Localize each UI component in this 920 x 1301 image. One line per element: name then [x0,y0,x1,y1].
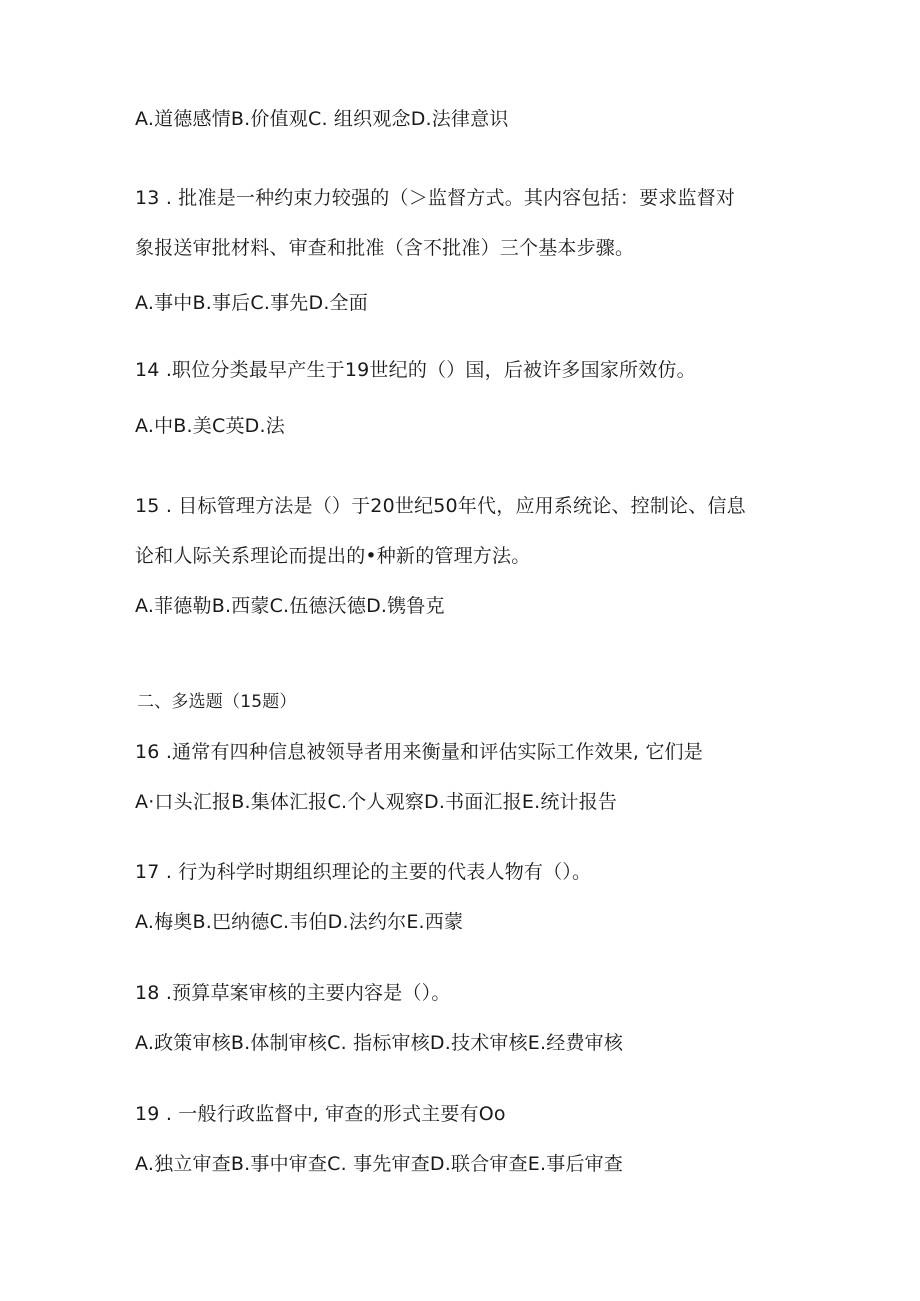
section-heading: 二、多选题（15题） [137,692,297,712]
q14-stem: 14 .职位分类最早产生于19世纪的（）国，后被许多国家所效仿。 [135,359,696,381]
q18-options: A.政策审核B.体制审核C. 指标审核D.技术审核E.经费审核 [135,1032,624,1054]
q12-options: A.道德感情B.价值观C. 组织观念D.法律意识 [135,108,509,130]
q18-stem: 18 .预算草案审核的主要内容是（）。 [135,982,451,1004]
q15-stem-line2: 论和人际关系理论而提出的•种新的管理方法。 [135,545,531,567]
q13-stem-line2: 象报送审批材料、审查和批准（含不批准）三个基本步骤。 [135,237,635,259]
q15-options: A.菲德勒B.西蒙C.伍德沃德D.镌鲁克 [135,595,445,617]
q19-stem: 19 . 一般行政监督中, 审查的形式主要有Oo [135,1103,506,1125]
q17-stem: 17 . 行为科学时期组织理论的主要的代表人物有（）。 [135,861,592,883]
q16-stem: 16 .通常有四种信息被领导者用来衡量和评估实际工作效果, 它们是 [135,741,703,763]
q16-options: A·口头汇报B.集体汇报C.个人观察D.书面汇报E.统计报告 [135,791,618,813]
q19-options: A.独立审查B.事中审查C. 事先审查D.联合审查E.事后审查 [135,1153,624,1175]
q14-options: A.中B.美C英D.法 [135,415,285,437]
q13-options: A.事中B.事后C.事先D.全面 [135,292,368,314]
q15-stem-line1: 15 . 目标管理方法是（）于20世纪50年代，应用系统论、控制论、信息 [135,495,746,517]
q17-options: A.梅奥B.巴纳德C.韦伯D.法约尔E.西蒙 [135,911,464,933]
q13-stem-line1: 13 . 批准是一种约束力较强的（＞监督方式。其内容包括：要求监督对 [135,187,736,209]
